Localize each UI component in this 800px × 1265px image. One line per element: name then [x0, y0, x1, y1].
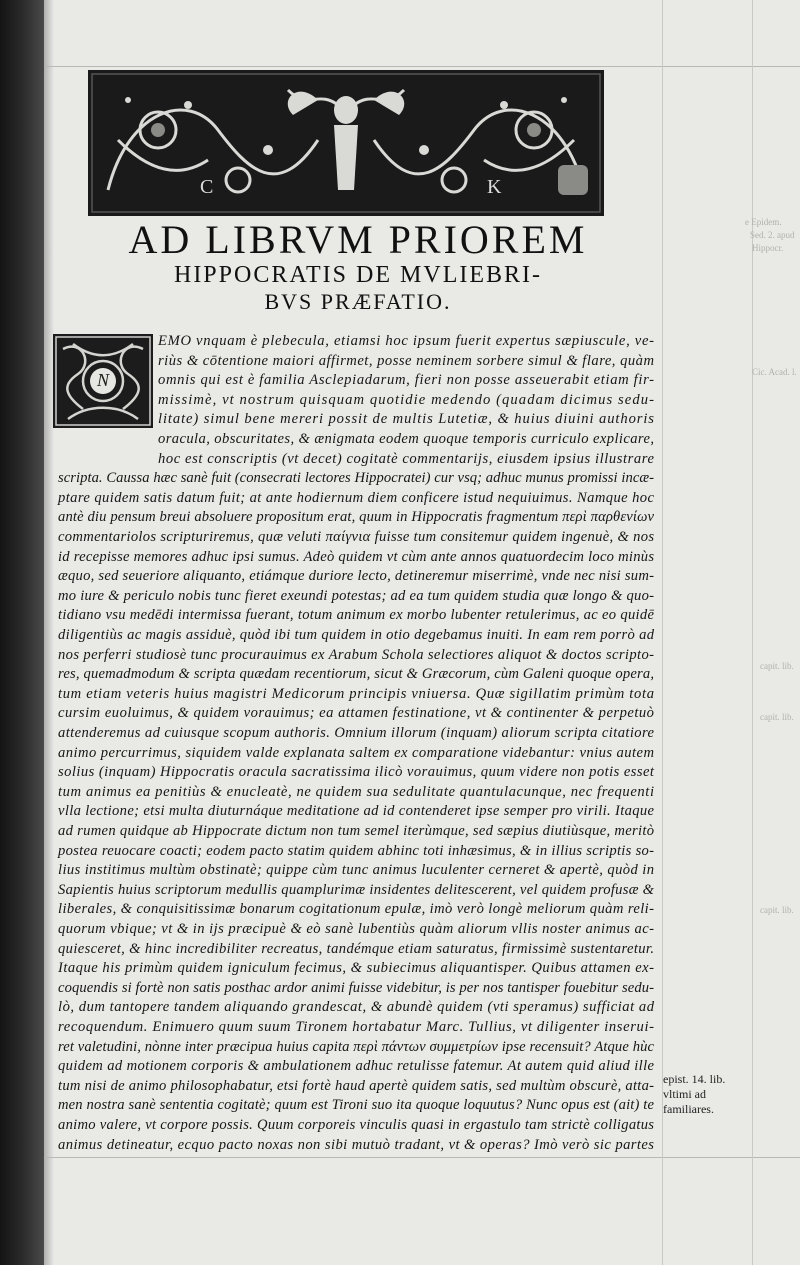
body-text-line: diligentiùs ac magis assiduè, quòd ibi tum quidem in otio degebamus inuiti. In eam rem porrò ad — [58, 627, 655, 643]
body-text-line: ad rumen quidque ab Hippocrate dictum non tum semel iterùmque, sed sæpius diutiùsque, meritò — [58, 823, 655, 839]
body-text-line: tidiano vsu medēdi intermissa fuerant, totum animum ex morbo lubenter retulerimus, ac eo quidē — [58, 607, 655, 624]
body-text-line: attenderemus ad cuiusque scopum authoris. Omnium illorum (inquam) aliorum scripta citatiore — [58, 725, 655, 741]
margin-note-line: epist. 14. lib. — [663, 1072, 726, 1086]
body-text-line: litate) simul bene mereri possit de multis Lutetiæ, & huius diuini authoris — [158, 411, 655, 428]
body-text-line: antè diu pensum breui absoluere propositum erat, quum in Hippocratis fragmentum περὶ παρθενίων — [58, 509, 655, 526]
bleed-through-text: Cic. Acad. l. — [752, 367, 797, 377]
body-text-line: Sapientis huius scriptorum medullis quamplurimæ insidentes delitescerent, vel quidem profusæ & — [58, 881, 655, 898]
body-text-line: quorum vbique; vt & in ijs præcipuè & eò sanè lubentiùs quàm aliorum vllis noster animus ac- — [58, 921, 655, 937]
body-text-line: tum etiam veteris huius magistri Medicorum principis vniuersa. Quæ sigillatim primùm tota — [58, 685, 655, 702]
body-text-line: quidem ad motionem corporis & ambulationem adhuc retulisse fatemur. At autem quid aliud ille — [58, 1058, 655, 1075]
body-text-line: ptare quidem satis datum fuit; at ante hodiernum diem conficere istud nequiuimus. Namque hoc — [58, 489, 655, 506]
ornament-initial-c: C — [200, 176, 214, 198]
body-text-line: commentariolos scripturiremus, quæ veluti παίγνια fuisse tum consitemur quidem ingenuè, & nos — [58, 529, 655, 545]
body-text-line: solius (inquam) Hippocratis oracula sacratissima ilicò vorauimus, quum videre non potis esset — [58, 764, 655, 781]
body-text-line: scripta. Caussa hæc sanè fuit (consecrati lectores Hippocratei) cur vsq; adhuc munus promissi incæ- — [58, 470, 655, 487]
body-text-line: animo valere, vt corpore possis. Quum corporeis vinculis quasi in ergastulo tam strictè colligatus — [58, 1117, 655, 1133]
body-text-line: vlla lectione; etsi multa diuturnáque meditatione ad id contenderet ipse semper pro virili. Itaque — [58, 803, 655, 820]
body-text-line: res, quemadmodum & scripta quædam recentiorum, sicut & Græcorum, cùm Galeni quoque opera, — [58, 666, 655, 683]
body-text-line: tum nisi de animo philosophabatur, etsi fortè haud apertè quidem satis, sed multùm obscurè, atta- — [58, 1077, 655, 1094]
body-text-line: animus detineatur, ecquo pacto noxas non sibi mutuò tradant, vt & operas? Imò verò sic partes — [58, 1136, 655, 1153]
body-text-line: mo iure & periculo nobis tunc fieret exeundi potestas; ad ea tum quidem studia quæ longo & quo- — [58, 587, 655, 604]
body-text-line: cursim euoluimus, & quidem vorauimus; ea attamen festinatione, vt & continenter & perpetuò — [58, 705, 655, 722]
body-text-line: omnis qui est è familia Asclepiadarum, fieri non posse asseuerabit etiam fir- — [158, 372, 655, 389]
margin-note-line: familiares. — [663, 1102, 714, 1116]
body-text-line: nos perferri studiosè tunc procurauimus ex Arabum Schola selectiores aliquot & doctos scripto- — [58, 646, 655, 663]
ornament-initial-k: K — [487, 176, 502, 198]
body-text-line: quiesceret, & hinc incredibiliter recreatus, tandémque etiam saturatus, firmissimè sustentaretur. — [58, 940, 655, 957]
body-text-line: coquendis si fortè non satis posthac ardor animi fuisse videbitur, is per nos tantisper fouebitur sedu- — [58, 979, 655, 996]
body-text-line: riùs & cōtentione maiori affirmet, posse neminem sorbere simul & flare, quàm — [158, 352, 655, 369]
margin-note-line: vltimi ad — [663, 1087, 706, 1101]
body-text-line: ret valetudini, nònne inter præcipua huius capita περὶ πάντων συμμετρίων ipse recensuit? Atque hùc — [58, 1038, 655, 1055]
body-text-line: postea reuocare coacti; eodem pacto statim quidem abhinc toti inhæsimus, & in illius scriptis so- — [58, 842, 655, 859]
bleed-through-text: Sed. 2. apud — [750, 230, 795, 240]
body-text-line: id recepisse memores adhuc ipsi sumus. Adeò quidem vt cùm ante annos quatuordecim loco minùs — [58, 548, 655, 565]
bleed-through-text: capit. lib. — [760, 712, 794, 722]
body-text-line: æquo, sed seueriore aliquanto, etiámque duriore lecto, detineremur miserrimè, vnde nec nisi sum- — [58, 568, 655, 585]
page-title: AD LIBRVM PRIOREM — [128, 217, 588, 262]
bleed-through-text: Hippocr. — [752, 243, 784, 253]
body-text-line: lò, dum tantopere tandem aliquando grandescat, & abundè quidem (vti speramus) sufficiat ad — [58, 999, 655, 1016]
bleed-through-text: e Epidem. — [745, 217, 782, 227]
body-text-line: liberales, & conquisitissimæ bonarum cogitationum epulæ, imò verò longè meliorum quàm reli- — [58, 901, 655, 918]
body-text-line: EMO vnquam è plebecula, etiamsi hoc ipsum fuerit expertus sæpiuscule, ve- — [158, 333, 655, 349]
dropcap-letter: N — [96, 370, 109, 390]
bleed-through-text: capit. lib. — [760, 661, 794, 671]
body-text-line: tum animus ea penitiùs & enucleatè, ne quidem sua sedulitate quantulacunque, nec frequenti — [58, 783, 655, 800]
page-subtitle-line2: BVS PRÆFATIO. — [264, 289, 452, 314]
page-subtitle-line1: HIPPOCRATIS DE MVLIEBRI- — [173, 262, 542, 288]
body-text-line: animo percurrimus, siquidem valde explanata saltem ex comparatione videbantur: vnius autem — [58, 744, 655, 761]
body-text-line: lius institimus multùm obstinatè; quippe cùm tunc animus luculenter cerneret & apertè, quòd in — [58, 862, 655, 879]
bleed-through-text: capit. lib. — [760, 905, 794, 915]
body-text-line: hoc est conscriptis (vt decet) cogitatè commentarijs, eiusdem ipsius illustrare — [158, 450, 655, 467]
body-text-line: Itaque his primùm quidem igniculum fecimus, & subiecimus aliquantisper. Quibus attamen ex- — [58, 960, 655, 977]
body-text-line: men nostra sanè sententia cogitatè; quum est Tironi suo ita quoque loquutus? Nunc opus est (ait) te — [58, 1097, 655, 1114]
body-text-line: missimè, vt nostrum quisquam quotidie medendo (quadam dicimus sedu- — [158, 391, 656, 408]
body-text-line: oracula, obscuritates, & ænigmata eodem quoque temporis curriculo explicare, — [158, 431, 655, 447]
body-text-line: recoquendum. Enimuero quum suum Tironem hortabatur Marc. Tullius, vt diligenter inserui- — [58, 1019, 655, 1035]
